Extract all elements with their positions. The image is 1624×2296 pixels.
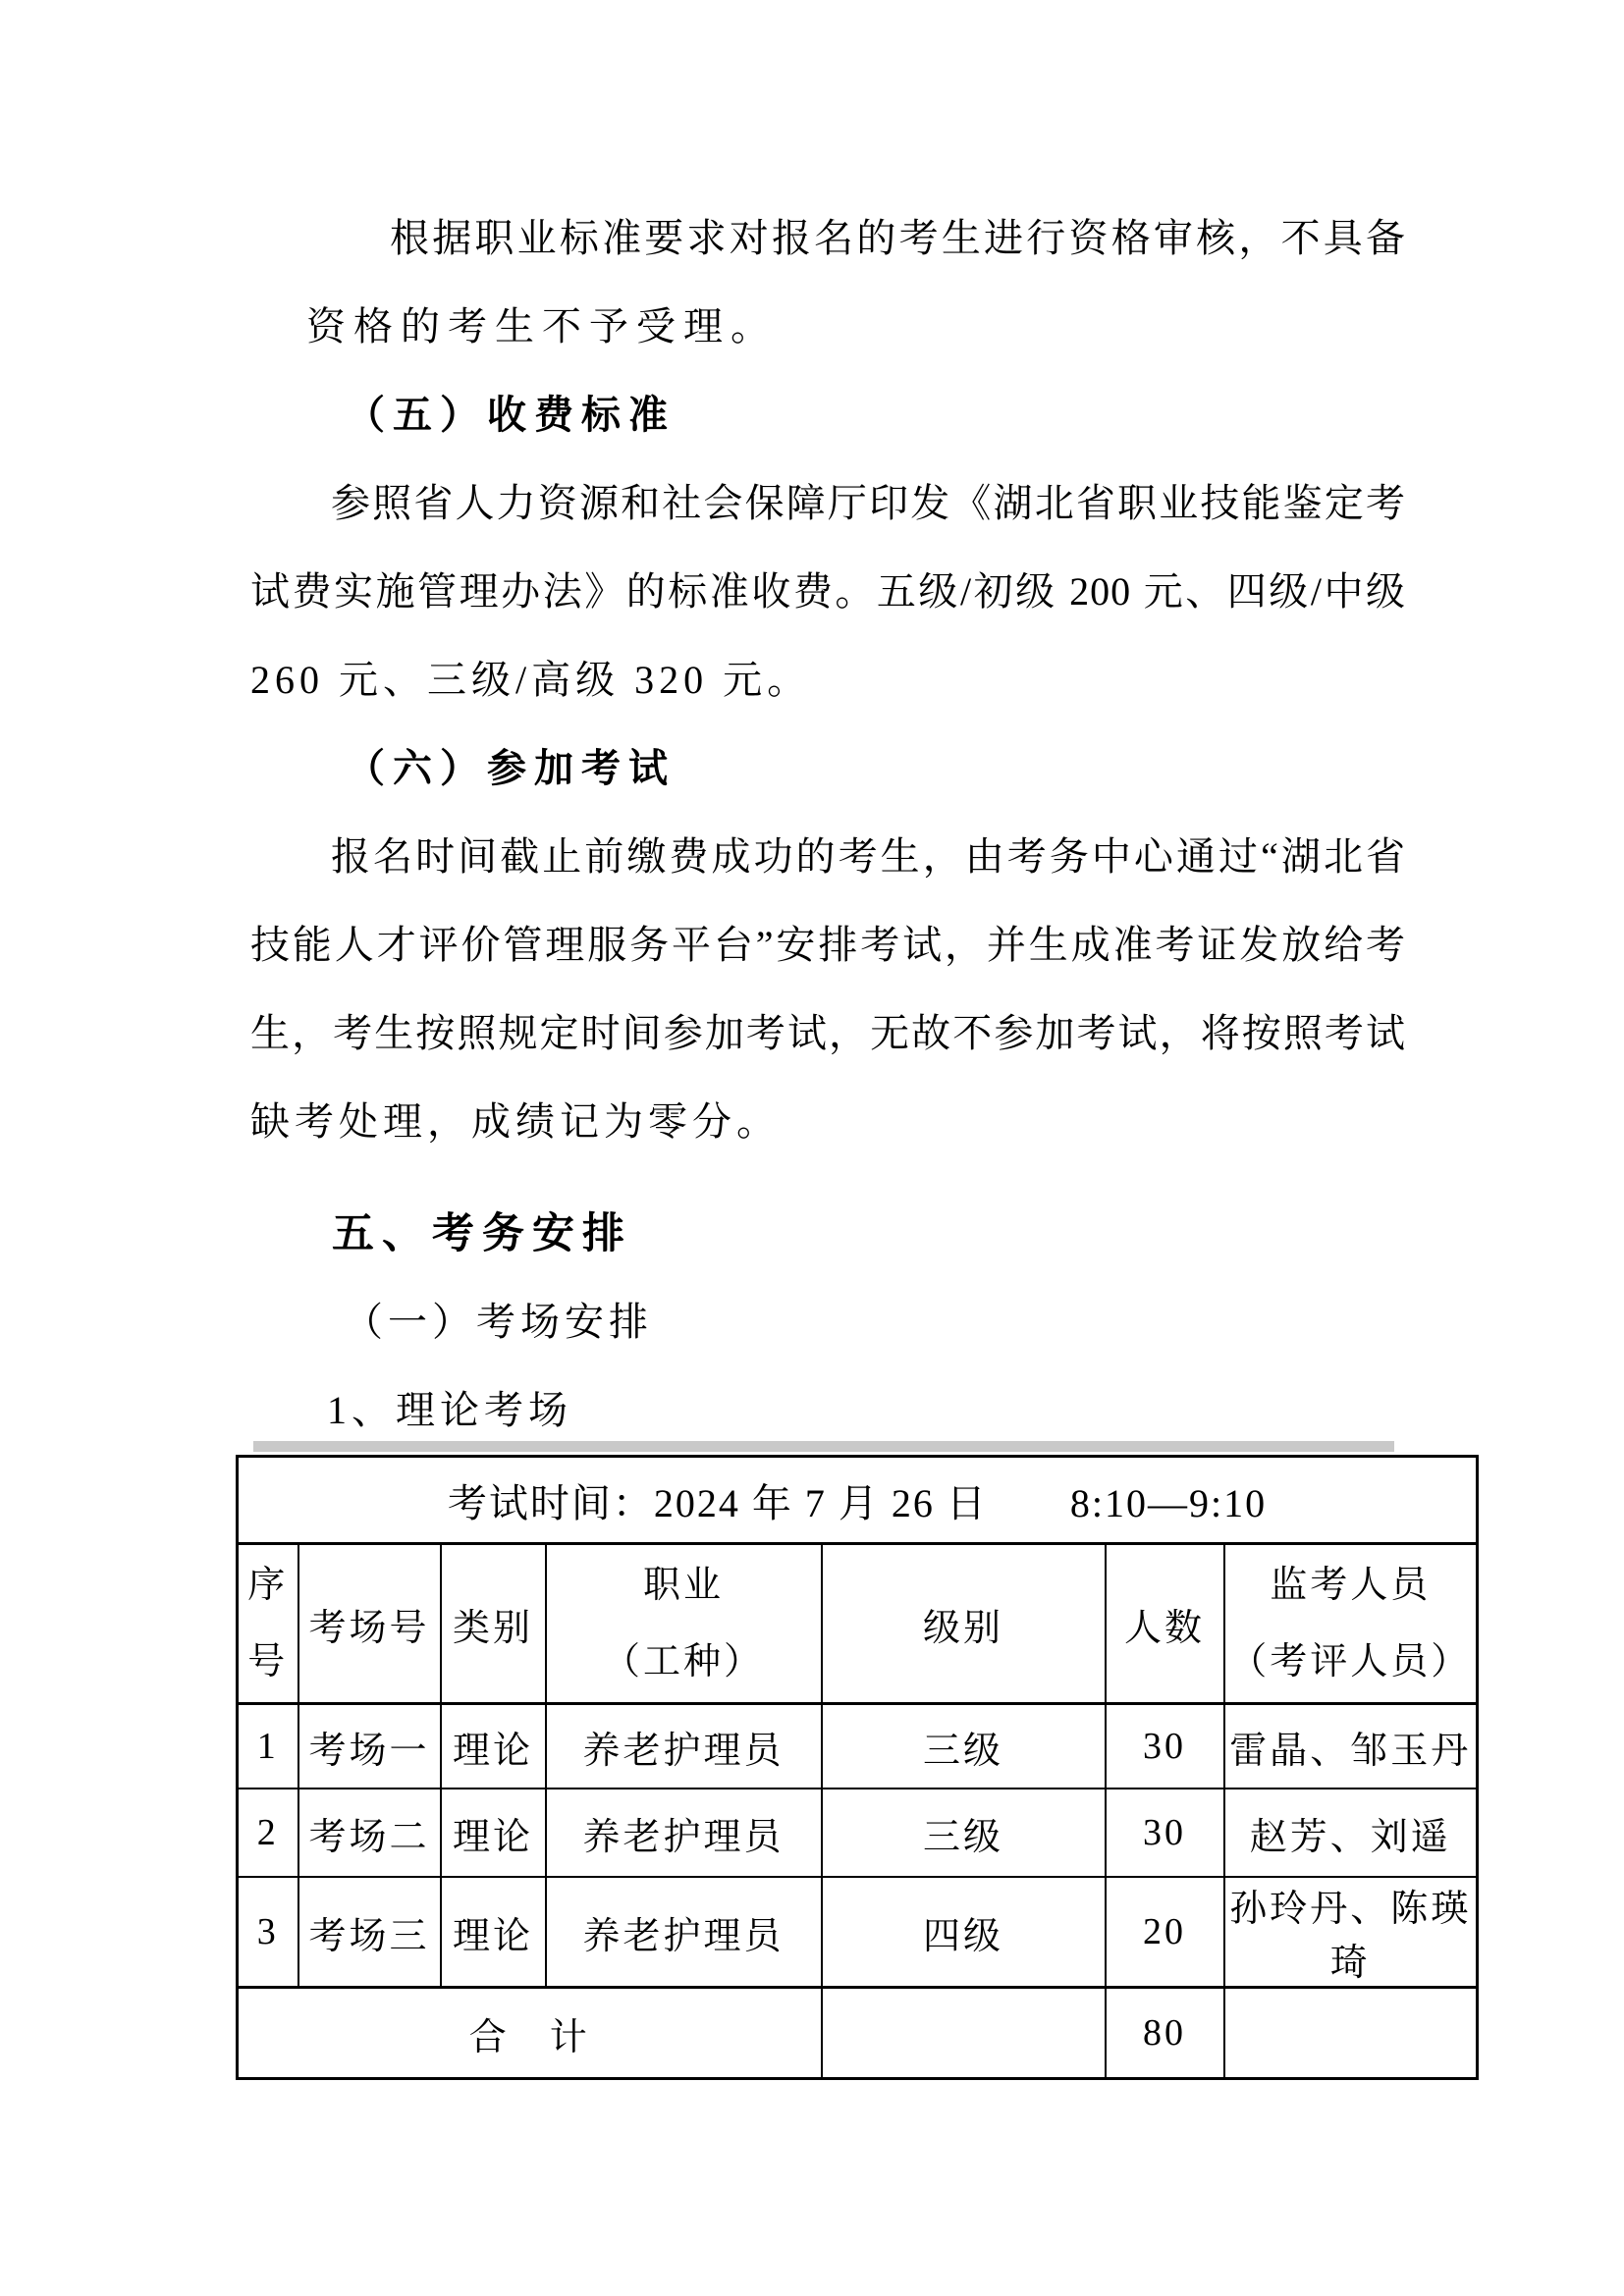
cell-count: 20 [1106, 1877, 1224, 1988]
cell-count: 30 [1106, 1789, 1224, 1877]
subsection-heading-exam: （六）参加考试 [346, 747, 676, 790]
cell-proctors: 孙玲丹、陈瑛琦 [1224, 1877, 1478, 1988]
cell-proctors: 赵芳、刘遥 [1224, 1789, 1478, 1877]
col-header-category: 类别 [441, 1544, 546, 1704]
total-proctor-empty [1224, 1988, 1478, 2079]
cell-room: 考场二 [298, 1789, 441, 1877]
document-body [250, 194, 1406, 1455]
subsection-heading-theory-venue: 1、理论考场 [327, 1388, 572, 1432]
cell-proctors: 雷晶、邹玉丹 [1224, 1704, 1478, 1789]
total-label: 合 计 [238, 1988, 822, 2079]
cell-category: 理论 [441, 1789, 546, 1877]
col-header-proctor-line2: （考评人员） [1229, 1641, 1472, 1682]
exam-schedule-table [236, 1455, 1479, 2080]
cell-room: 考场一 [298, 1704, 441, 1789]
cell-occupation: 养老护理员 [546, 1789, 822, 1877]
cell-category: 理论 [441, 1877, 546, 1988]
paragraph-1-line-1: 根据职业标准要求对报名的考生进行资格审核，不具备 [390, 216, 1406, 260]
table-row [238, 1789, 1478, 1877]
col-header-seq-line1: 序 [247, 1565, 289, 1606]
cell-count: 30 [1106, 1704, 1224, 1789]
cell-occupation: 养老护理员 [546, 1877, 822, 1988]
cell-level: 四级 [822, 1877, 1106, 1988]
paragraph-3-line-4: 缺考处理，成绩记为零分。 [250, 1099, 781, 1144]
paragraph-3-line-1: 报名时间截止前缴费成功的考生，由考务中心通过“湖北省 [331, 834, 1406, 879]
total-level-empty [822, 1988, 1106, 2079]
col-header-occupation-line1: 职业 [642, 1565, 724, 1606]
paragraph-2-line-3: 260 元、三级/高级 320 元。 [250, 658, 812, 702]
table-total-row [238, 1988, 1478, 2079]
col-header-seq-line2: 号 [247, 1641, 289, 1682]
cell-seq: 2 [238, 1789, 298, 1877]
table-header-row [238, 1544, 1478, 1704]
total-count: 80 [1106, 1988, 1224, 2079]
col-header-occupation [546, 1544, 822, 1704]
table-row [238, 1704, 1478, 1789]
paragraph-2-line-2: 试费实施管理办法》的标准收费。五级/初级 200 元、四级/中级 [250, 569, 1406, 614]
col-header-occupation-line2: （工种） [602, 1641, 764, 1682]
cell-seq: 3 [238, 1877, 298, 1988]
table-top-shadow [253, 1441, 1394, 1452]
cell-occupation: 养老护理员 [546, 1704, 822, 1789]
cell-level: 三级 [822, 1789, 1106, 1877]
col-header-proctor-line1: 监考人员 [1270, 1565, 1432, 1606]
cell-category: 理论 [441, 1704, 546, 1789]
paragraph-3-line-2: 技能人才评价管理服务平台”安排考试，并生成准考证发放给考 [250, 923, 1406, 967]
subsection-heading-fee: （五）收费标准 [346, 394, 676, 437]
table-title: 考试时间：2024 年 7 月 26 日 8:10—9:10 [238, 1457, 1478, 1544]
col-header-count: 人数 [1106, 1544, 1224, 1704]
col-header-seq [238, 1544, 298, 1704]
section-heading-5: 五、考务安排 [332, 1210, 632, 1257]
cell-seq: 1 [238, 1704, 298, 1789]
cell-room: 考场三 [298, 1877, 441, 1988]
cell-level: 三级 [822, 1704, 1106, 1789]
paragraph-2-line-1: 参照省人力资源和社会保障厅印发《湖北省职业技能鉴定考 [331, 481, 1406, 525]
paragraph-3-line-3: 生，考生按照规定时间参加考试，无故不参加考试，将按照考试 [250, 1011, 1406, 1055]
table-row [238, 1877, 1478, 1988]
paragraph-1-line-2: 资格的考生不予受理。 [306, 304, 778, 348]
col-header-room: 考场号 [298, 1544, 441, 1704]
col-header-proctor [1224, 1544, 1478, 1704]
col-header-level: 级别 [822, 1544, 1106, 1704]
subsection-heading-venues: （一）考场安排 [344, 1300, 653, 1344]
table-title-row [238, 1457, 1478, 1544]
